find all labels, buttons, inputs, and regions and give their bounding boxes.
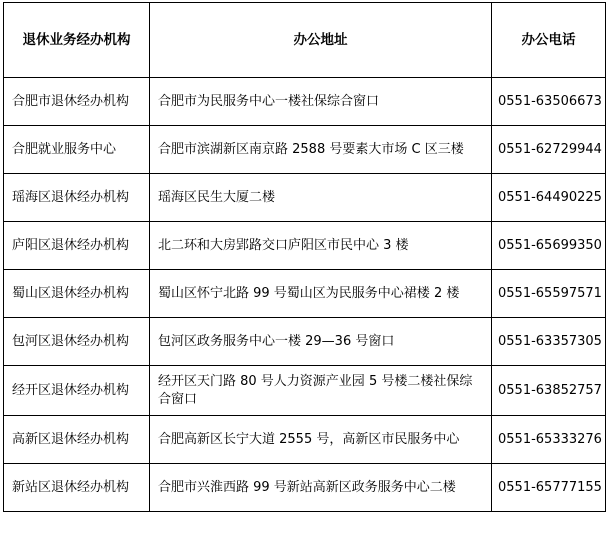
header-address: 办公地址: [150, 3, 492, 78]
header-agency: 退休业务经办机构: [4, 3, 150, 78]
table-row: [4, 318, 606, 366]
office-address: 合肥市兴淮西路 99 号新站高新区政务服务中心二楼: [150, 464, 492, 512]
office-address: 合肥市滨湖新区南京路 2588 号要素大市场 C 区三楼: [150, 126, 492, 174]
table-header-row: [4, 3, 606, 78]
agency-name: 高新区退休经办机构: [4, 416, 150, 464]
office-address: 经开区天门路 80 号人力资源产业园 5 号楼二楼社保综合窗口: [150, 366, 492, 416]
office-address: 包河区政务服务中心一楼 29—36 号窗口: [150, 318, 492, 366]
office-address: 蜀山区怀宁北路 99 号蜀山区为民服务中心裙楼 2 楼: [150, 270, 492, 318]
office-address: 合肥高新区长宁大道 2555 号，高新区市民服务中心: [150, 416, 492, 464]
office-phone: 0551-65333276: [492, 416, 606, 464]
table-row: [4, 126, 606, 174]
office-address: 北二环和大房郢路交口庐阳区市民中心 3 楼: [150, 222, 492, 270]
retirement-offices-table: [3, 2, 606, 512]
office-phone: 0551-64490225: [492, 174, 606, 222]
agency-name: 新站区退休经办机构: [4, 464, 150, 512]
agency-name: 合肥市退休经办机构: [4, 78, 150, 126]
office-address: 瑶海区民生大厦二楼: [150, 174, 492, 222]
agency-name: 合肥就业服务中心: [4, 126, 150, 174]
office-address: 合肥市为民服务中心一楼社保综合窗口: [150, 78, 492, 126]
office-phone: 0551-63852757: [492, 366, 606, 416]
table-row: [4, 416, 606, 464]
table-row: [4, 270, 606, 318]
office-phone: 0551-65777155: [492, 464, 606, 512]
office-phone: 0551-63506673: [492, 78, 606, 126]
table-row: [4, 78, 606, 126]
table-row: [4, 174, 606, 222]
office-phone: 0551-65597571: [492, 270, 606, 318]
table-row: [4, 464, 606, 512]
office-phone: 0551-63357305: [492, 318, 606, 366]
agency-name: 庐阳区退休经办机构: [4, 222, 150, 270]
agency-name: 瑶海区退休经办机构: [4, 174, 150, 222]
office-phone: 0551-65699350: [492, 222, 606, 270]
agency-name: 蜀山区退休经办机构: [4, 270, 150, 318]
table-row: [4, 222, 606, 270]
office-phone: 0551-62729944: [492, 126, 606, 174]
table-row: [4, 366, 606, 416]
header-phone: 办公电话: [492, 3, 606, 78]
agency-name: 包河区退休经办机构: [4, 318, 150, 366]
agency-name: 经开区退休经办机构: [4, 366, 150, 416]
